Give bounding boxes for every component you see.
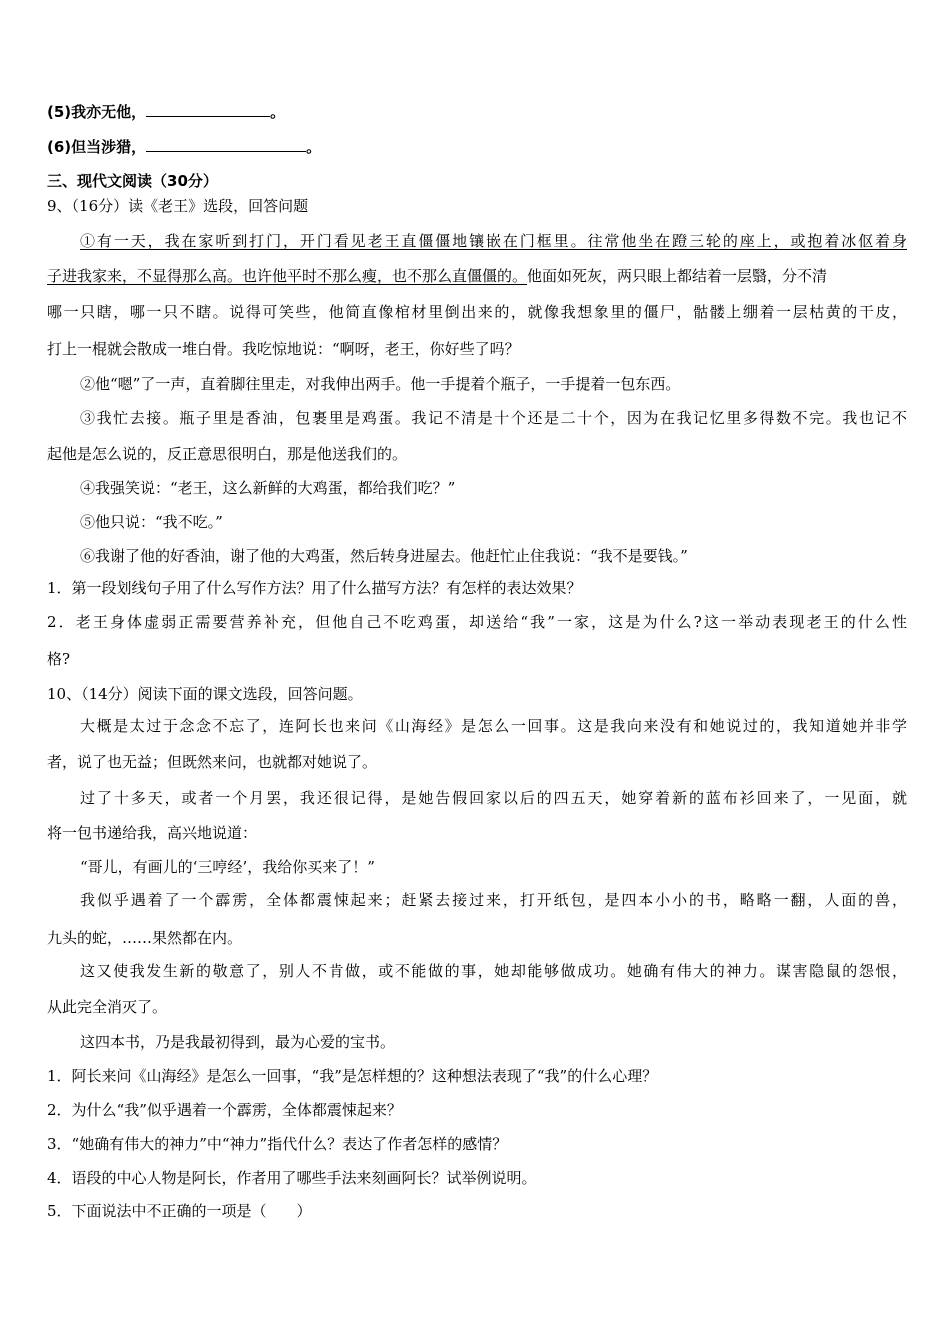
q10-question-4: 4．语段的中心人物是阿长，作者用了哪些手法来刻画阿长？试举例说明。 [47,1169,537,1187]
q9-p3-line1: ③我忙去接。瓶子里是香油，包裹里是鸡蛋。我记不清是十个还是二十个，因为在我记忆里多得数不完。我也记不 [80,409,907,427]
q10-p3: “哥儿，有画儿的‘三哼经’，我给你买来了！” [80,858,375,876]
q10-p2-line1: 过了十多天，或者一个月罢，我还很记得，是她告假回家以后的四五天，她穿着新的蓝布衫回来了，一见面，就 [80,789,907,807]
section-title: 三、现代文阅读（30分） [47,172,218,190]
q10-p1-line2: 者，说了也无益；但既然来问，也就都对她说了。 [47,753,378,771]
q10-question-5: 5．下面说法中不正确的一项是（ ） [47,1202,312,1220]
q9-p5: ⑤他只说：“我不吃。” [80,513,223,531]
fill-item-5-end: 。 [270,103,286,121]
q10-p4-line2: 九头的蛇，……果然都在内。 [47,929,243,947]
answer-blank-6[interactable] [146,137,306,152]
q10-p6: 这四本书，乃是我最初得到，最为心爱的宝书。 [80,1033,396,1051]
q10-question-1: 1．阿长来问《山海经》是怎么一回事，“我”是怎样想的？这种想法表现了“我”的什么心理？ [47,1067,658,1085]
q10-question-3: 3．“她确有伟大的神力”中“神力”指代什么？表达了作者怎样的感情？ [47,1135,508,1153]
q10-p5-line2: 从此完全消灭了。 [47,998,168,1016]
q9-p3-line2: 起他是怎么说的，反正意思很明白，那是他送我们的。 [47,445,408,463]
q9-p1-line1 [80,231,907,251]
q9-p1-line3: 哪一只瞎，哪一只不瞎。说得可笑些，他简直像棺材里倒出来的，就像我想象里的僵尸，骷髅上绷着一层枯黄的干皮， [47,303,907,321]
q10-p5-line1: 这又使我发生新的敬意了，别人不肯做，或不能做的事，她却能够做成功。她确有伟大的神力。谋害隐鼠的怨恨， [80,962,907,980]
q10-p4-line1: 我似乎遇着了一个霹雳，全体都震悚起来；赶紧去接过来，打开纸包，是四本小小的书，略略一翻，人面的兽， [80,891,907,909]
q9-p1-line2 [47,266,907,286]
q10-question-2: 2．为什么“我”似乎遇着一个霹雳，全体都震悚起来？ [47,1101,402,1119]
q9-question-2-line1: 2．老王身体虚弱正需要营养补充，但他自己不吃鸡蛋，却送给“我”一家，这是为什么?这一举动表现老王的什么性 [47,613,907,631]
fill-item-6 [47,137,907,157]
q9-p4: ④我强笑说：“老王，这么新鲜的大鸡蛋，都给我们吃？” [80,479,456,497]
q9-p6: ⑥我谢了他的好香油，谢了他的大鸡蛋，然后转身进屋去。他赶忙止住我说：“我不是要钱。” [80,547,688,565]
q9-question-1: 1．第一段划线句子用了什么写作方法？用了什么描写方法？有怎样的表达效果？ [47,579,582,597]
q9-p2: ②他“嗯”了一声，直着脚往里走，对我伸出两手。他一手提着个瓶子，一手提着一包东西。 [80,375,681,393]
answer-blank-5[interactable] [146,102,270,117]
q9-question-2-line2: 格? [47,650,71,668]
q9-heading: 9、（16分）读《老王》选段，回答问题 [47,197,309,215]
q9-p1-line4: 打上一棍就会散成一堆白骨。我吃惊地说：“啊呀，老王，你好些了吗？ [47,340,520,358]
q10-heading: 10、（14分）阅读下面的课文选段，回答问题。 [47,685,363,703]
q10-p1-line1: 大概是太过于念念不忘了，连阿长也来问《山海经》是怎么一回事。这是我向来没有和她说过的，我知道她并非学 [80,717,907,735]
q10-p2-line2: 将一包书递给我，高兴地说道： [47,824,258,842]
fill-item-6-label: (6)但当涉猎， [47,138,147,156]
fill-item-5-label: (5)我亦无他， [47,103,147,121]
q9-underlined-sentence-b: 子进我家来，不显得那么高。也许他平时不那么瘦，也不那么直僵僵的。 [47,267,528,285]
fill-item-5 [47,102,907,122]
fill-item-6-end: 。 [306,138,322,156]
q9-underlined-sentence-a: ①有一天，我在家听到打门，开门看见老王直僵僵地镶嵌在门框里。往常他坐在蹬三轮的座上，或抱着冰伛着身 [80,232,907,250]
q9-p1-line2-rest: 他面如死灰，两只眼上都结着一层翳，分不清 [527,267,828,285]
